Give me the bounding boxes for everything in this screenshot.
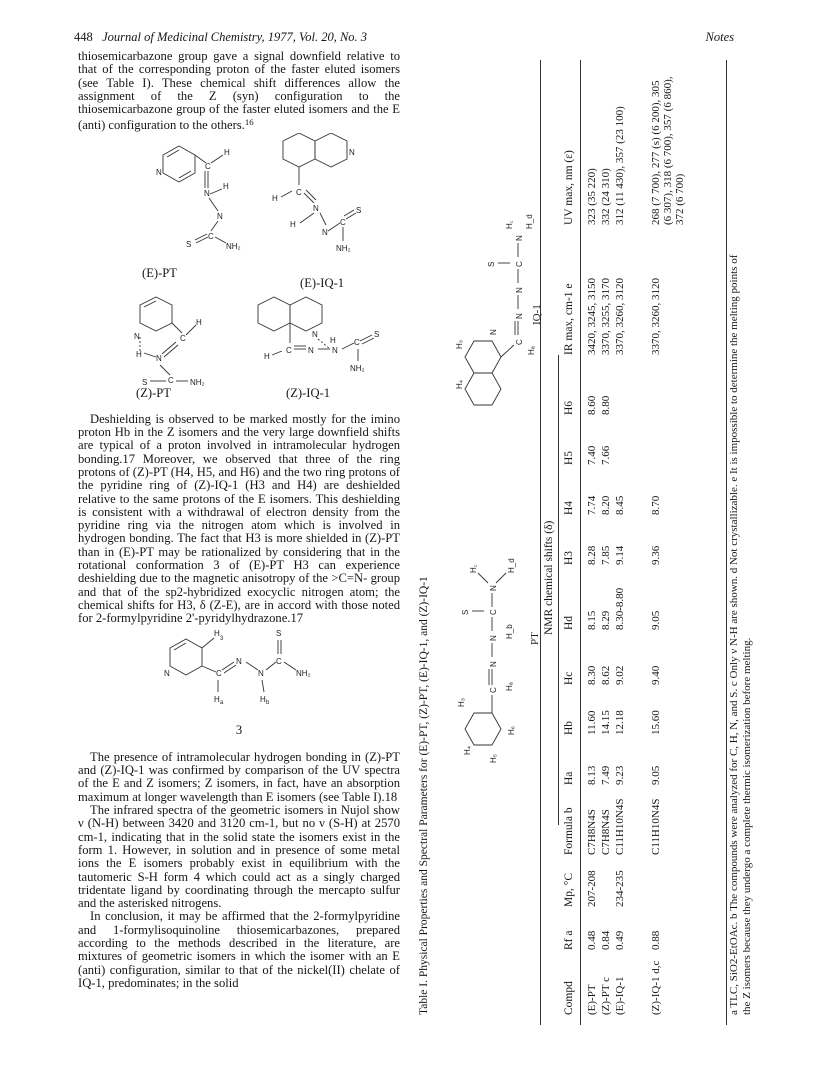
table-cell: 268 (7 700), 277 (s) (6 200), 305 (6 307), 318 (6 700), 357 (6 860), 372 (6 700) [650,76,686,225]
caption-z-pt: (Z)-PT [136,385,171,400]
caption-z-iq1: (Z)-IQ-1 [286,385,331,400]
table-cell: C11H10N4S [650,798,662,855]
table-cell: 8.70 [650,495,662,515]
structure-3 [78,626,400,724]
col-ir: IR max, cm-1 e [563,283,575,355]
table-cell: 9.02 [614,665,626,685]
col-h6: H6 [563,400,575,415]
table-cell: 207-208 [586,870,598,907]
table-cell: 12.18 [614,710,626,735]
table-cell: (Z)-PT c [600,977,612,1015]
e-isomer-structures [78,133,400,265]
table-cell: 7.49 [600,765,612,785]
svg-text:C: C [340,217,346,227]
svg-text:Hₐ: Hₐ [505,682,514,691]
table-cell: 9.05 [650,765,662,785]
table-cell: 8.62 [600,665,612,685]
table-cell: 8.13 [586,765,598,785]
table-i [410,60,753,1025]
svg-text:N: N [489,585,498,591]
table-cell: 8.29 [600,610,612,630]
svg-text:N: N [156,167,162,177]
svg-text:S: S [142,377,148,387]
svg-text:NH₂: NH₂ [296,668,311,678]
table-cell: 8.20 [600,495,612,515]
svg-text:N: N [515,287,524,293]
svg-text:N: N [332,345,338,355]
table-cell: 9.14 [614,545,626,565]
table-cell: 7.85 [600,545,612,565]
svg-text:H: H [223,181,229,191]
svg-text:H₃: H₃ [457,697,466,707]
footnote-2: the Z isomers because they undergo a complete thermic isomerization before melting. [741,637,753,1015]
col-formula: Formula b [563,807,575,855]
svg-text:C: C [354,337,360,347]
col-ha: Ha [563,771,575,785]
svg-text:3: 3 [220,635,224,642]
svg-text:C: C [216,668,222,678]
table-cell: 8.15 [586,610,598,630]
col-h5: H5 [563,450,575,465]
paragraph-2: Deshielding is observed to be marked mostly for the imino proton Hb in the Z isomers and the very large downfield shifts are typical of a proton involved in intramolecular hydrogen bonding.17 Moreover, we observed that three of the ring protons of (Z)-PT (H4, H5, and H6) and the two ring protons of the pyridine ring of (Z)-IQ-1 (H3 and H4) are deshielded relative to the same protons of the E isomers. This deshielding is consistent with a withdrawal of electron density from the pyridine ring via the nitrogen atom which is involved in hydrogen bonding. The fact that H3 is more shielded in (Z)-PT than in (E)-PT may be rationalized by considering that in the rotational conformation 3 of (E)-PT H3 can experience deshielding due to the magnetic anisotropy of the >C=N- group and that of the sp2-hybridized exocyclic nitrogen atom; the chemical shifts for H3, δ (Z-E), are in accord with those noted for 2-formylpyridine 2'-pyridylhydrazone.17 [78,411,400,626]
svg-text:H: H [196,317,202,327]
table-cell: 0.48 [586,930,598,950]
svg-text:N: N [217,211,223,221]
svg-text:C: C [489,609,498,615]
col-uv: UV max, nm (ε) [563,150,575,225]
svg-text:NH₂: NH₂ [336,243,351,253]
svg-text:N: N [308,345,314,355]
table-cell: 8.45 [614,495,626,515]
nmr-header: NMR chemical shifts (δ) [543,520,555,635]
svg-text:N: N [134,331,140,341]
paragraph-1: thiosemicarbazone group gave a signal downfield relative to that of the corresponding proton of the faster eluted isomers (see Table I). These chemical shift differences allow the assignment of the Z (syn) configuration to the thiosemicarbazone group of the faster eluted isomers and the E (anti) configuration to the others.$^{16}$ [78,49,400,133]
svg-text:H: H [136,349,142,359]
svg-text:H_d: H_d [525,214,534,229]
svg-text:N: N [322,227,328,237]
col-h3: H3 [563,550,575,565]
table-cell: 7.66 [600,445,612,465]
svg-text:S: S [356,205,362,215]
iq1-label: IQ-1 [531,304,543,325]
svg-text:N: N [312,329,318,339]
svg-text:C: C [276,656,282,666]
svg-text:C: C [515,261,524,267]
table-cell: (E)-PT [586,984,598,1015]
svg-text:C: C [489,687,498,693]
col-compd: Compd [563,981,575,1015]
table-cell: 7.40 [586,445,598,465]
svg-text:H₆: H₆ [507,725,516,735]
svg-text:N: N [258,668,264,678]
svg-text:N: N [313,203,319,213]
svg-text:NH₂: NH₂ [190,377,205,387]
svg-text:N: N [489,329,498,335]
svg-text:N: N [164,668,170,678]
svg-text:H_d: H_d [507,558,516,573]
svg-text:S: S [276,628,282,638]
table-cell: 312 (11 430), 357 (23 100) [614,106,626,225]
left-column [78,50,400,990]
table-cell: C11H10N4S [614,798,626,855]
svg-text:H₄: H₄ [455,379,464,389]
col-mp: Mp, °C [563,873,575,907]
svg-text:H: H [214,694,220,704]
table-cell: 8.30 [586,665,598,685]
svg-text:S: S [487,261,496,267]
svg-text:H: H [224,147,230,157]
table-cell: 8.80 [600,395,612,415]
table-cell: 332 (24 310) [600,168,612,225]
table-i-rotated [410,60,753,1025]
table-cell: 8.28 [586,545,598,565]
table-cell: 9.40 [650,665,662,685]
conformation-3-structure [78,626,400,724]
col-rf: Rf a [563,930,575,950]
col-h4: H4 [563,500,575,515]
table-cell: 0.84 [600,930,612,950]
iq1-table-structure [455,214,536,405]
svg-text:H₅: H₅ [489,754,498,763]
page-header [74,30,734,50]
svg-text:C: C [205,161,211,171]
svg-text:NH₂: NH₂ [226,241,241,251]
svg-text:C: C [180,333,186,343]
svg-text:N: N [515,313,524,319]
table-cell: 3420, 3245, 3150 [586,278,598,355]
col-hc: Hc [563,671,575,685]
table-cell: 3370, 3255, 3170 [600,278,612,355]
svg-text:H꜀: H꜀ [469,564,478,573]
svg-text:C: C [208,231,214,241]
svg-text:N: N [515,235,524,241]
svg-text:H₃: H₃ [455,339,464,349]
svg-text:N: N [204,188,210,198]
svg-text:a: a [220,699,224,706]
svg-text:N: N [349,147,355,157]
table-cell: 323 (35 220) [586,168,598,225]
table-cell: C7H8N4S [586,809,598,855]
svg-text:H: H [214,628,220,638]
table-cell: (E)-IQ-1 [614,976,626,1015]
svg-text:H: H [260,694,266,704]
svg-text:N: N [156,353,162,363]
svg-text:C: C [515,339,524,345]
svg-text:S: S [461,609,470,615]
table-cell: 7.74 [586,495,598,515]
table-cell: 9.05 [650,610,662,630]
svg-text:b: b [266,699,270,706]
page-number: 448 [74,30,93,44]
table-cell: 14.15 [600,710,612,735]
svg-text:S: S [186,239,192,249]
table-cell: 3370, 3260, 3120 [614,278,626,355]
z-isomer-structures [78,295,400,387]
journal-citation: Journal of Medicinal Chemistry, 1977, Vol. 20, No. 3 [102,30,368,44]
svg-text:N: N [236,656,242,666]
section-label: Notes [705,30,734,44]
col-hd: Hd [563,615,575,630]
table-cell: 3370, 3260, 3120 [650,278,662,355]
paragraph-3: The presence of intramolecular hydrogen bonding in (Z)-PT and (Z)-IQ-1 was confirmed by comparison of the UV spectra of the E and Z isomers; Z isomers, in fact, have an absorption maximum at longer wavelength than E isomers (see Table I).18 [78,749,400,804]
table-cell: 9.23 [614,765,626,785]
table-structures [434,60,544,1025]
svg-text:H: H [330,335,336,345]
caption-e-pt: (E)-PT [142,265,177,280]
svg-text:H: H [264,351,270,361]
svg-text:C: C [296,187,302,197]
table-cell: 0.88 [650,930,662,950]
table-cell: 234-235 [614,870,626,907]
caption-e-iq1: (E)-IQ-1 [300,275,345,290]
svg-text:N: N [489,635,498,641]
footnote-1: a TLC, SiO2-EtOAc. b The compounds were analyzed for C, H, N, and S. c Only ν N-H are shown. d Not crystallizable. e It is impossible to determine the melting points of [728,254,740,1015]
pt-table-structure [457,558,516,763]
table-cell: 15.60 [650,710,662,735]
table-cell: C7H8N4S [600,809,612,855]
svg-text:N: N [489,661,498,667]
svg-text:H: H [290,219,296,229]
caption-3: 3 [235,722,243,737]
svg-text:S: S [374,329,380,339]
table-cell: 8.30-8.80 [614,587,626,630]
svg-text:C: C [168,375,174,385]
table-cell: 11.60 [586,710,598,735]
paragraph-5: In conclusion, it may be affirmed that the 2-formylpyridine and 1-formylisoquinoline thiosemicarbazones, prepared according to the methods described in the literature, are mixtures of geometric isomers in which the isomer with an E (anti) configuration, similar to that of the nickel(II) chelate of IQ-1, predominates; in the solid [78,909,400,990]
table-cell: 8.60 [586,395,598,415]
svg-text:H: H [272,193,278,203]
table-cell: 9.36 [650,545,662,565]
svg-text:C: C [286,345,292,355]
table-cell: 0.49 [614,930,626,950]
table-caption: Table I. Physical Properties and Spectral Parameters for (E)-PT, (Z)-PT, (E)-IQ-1, and (Z)-IQ-1 [418,576,430,1015]
e-iq1-structure [78,133,400,265]
svg-text:H꜀: H꜀ [505,220,514,229]
svg-text:H_b: H_b [505,624,514,639]
pt-label: PT [529,632,541,645]
svg-text:H₄: H₄ [463,745,472,755]
col-hb: Hb [563,720,575,735]
svg-text:NH₂: NH₂ [350,363,365,373]
svg-text:Hₐ: Hₐ [527,346,536,355]
z-iq1-structure [78,295,400,387]
paragraph-4: The infrared spectra of the geometric isomers in Nujol show ν (N-H) between 3420 and 3120 cm-1, but no ν (S-H) at 2570 cm-1, indicating that in the solid state the isomers exist in the form 1. However, in solution and in presence of some metal ions the E isomers probably exist in equilibrium with the tautomeric S-H form 4 which could act as a singly charged tridentate ligand by coordinating through the mercapto sulfur and the asterisked nitrogens. [78,803,400,911]
table-cell: (Z)-IQ-1 d,c [650,960,662,1015]
